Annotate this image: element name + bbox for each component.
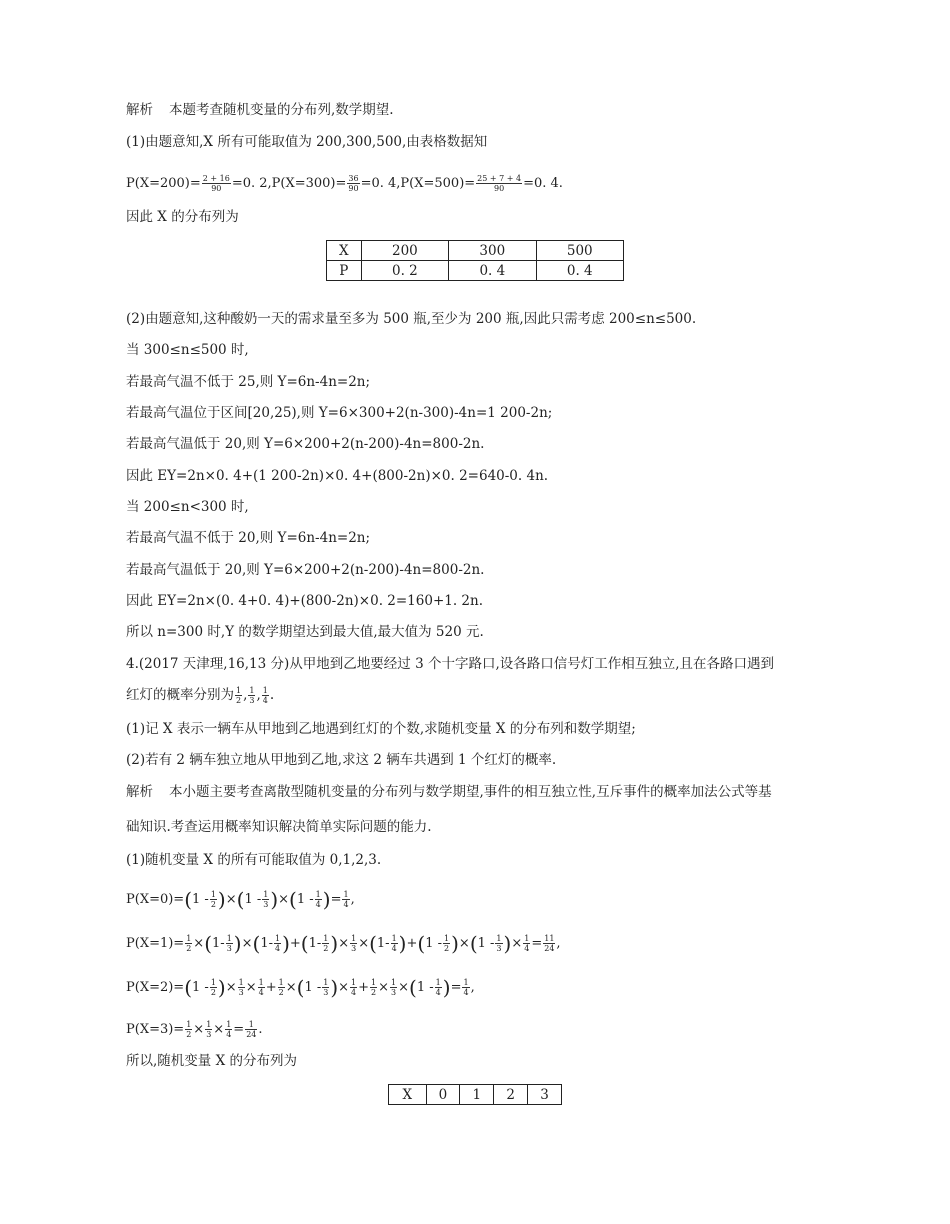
table-row bbox=[327, 261, 624, 281]
table-cell: P bbox=[327, 261, 362, 281]
probability-formula: P(X=200)= $\frac{2 + 16}{90}$ =0. 2,P(X=300)= $\frac{36}{90}$ =0. 4,P(X=500)= $\frac{25 + 7 + 4}{90}$ =0. 4. bbox=[126, 174, 563, 193]
table-cell: 0 bbox=[426, 1085, 460, 1105]
distribution-table-1 bbox=[326, 240, 624, 281]
table-cell: 0. 4 bbox=[536, 261, 623, 281]
paragraph: 若最高气温位于区间[20,25),则 Y=6×300+2(n-300)-4n=1 200-2n; bbox=[126, 405, 553, 421]
paragraph: 所以 n=300 时,Y 的数学期望达到最大值,最大值为 520 元. bbox=[126, 624, 484, 640]
formula-px3: P(X=3)= $\frac{1}{2}$ × $\frac{1}{3}$ × $\frac{1}{4}$ = $\frac{1}{24}$ . bbox=[126, 1020, 263, 1039]
table-cell: 0. 2 bbox=[361, 261, 448, 281]
table-cell: 300 bbox=[449, 241, 536, 261]
paragraph: 因此 EY=2n×(0. 4+0. 4)+(800-2n)×0. 2=160+1. 2n. bbox=[126, 593, 483, 609]
fraction: $\frac{36}{90}$ bbox=[348, 174, 359, 193]
paragraph: (1)随机变量 X 的所有可能取值为 0,1,2,3. bbox=[126, 852, 382, 868]
paragraph: (2)由题意知,这种酸奶一天的需求量至多为 500 瓶,至少为 200 瓶,因此只需考虑 200≤n≤500. bbox=[126, 311, 697, 327]
question-4: 4.(2017 天津理,16,13 分)从甲地到乙地要经过 3 个十字路口,设各路口信号灯工作相互独立,且在各路口遇到 bbox=[126, 656, 775, 672]
paragraph: 因此 X 的分布列为 bbox=[126, 209, 239, 225]
formula-px2: P(X=2)=(1 - $\frac{1}{2}$ )× $\frac{1}{3}$ × $\frac{1}{4}$ + $\frac{1}{2}$ ×(1 - $\frac{1}{3}$ )× $\frac{1}{4}$ + $\frac{1}{2}$ × $\frac{1}{3}$ ×(1 - $\frac{1}{4}$ )= $\frac{1}{4}$ , bbox=[126, 975, 475, 1000]
fraction: $\frac{25 + 7 + 4}{90}$ bbox=[477, 174, 522, 193]
paragraph: 若最高气温不低于 25,则 Y=6n-4n=2n; bbox=[126, 374, 371, 390]
paragraph: 若最高气温不低于 20,则 Y=6n-4n=2n; bbox=[126, 530, 371, 546]
analysis-label: 解析 bbox=[126, 102, 153, 118]
distribution-table-2 bbox=[388, 1084, 562, 1105]
table-cell: X bbox=[389, 1085, 427, 1105]
analysis-text: 本题考查随机变量的分布列,数学期望. bbox=[169, 102, 394, 118]
paragraph: 因此 EY=2n×0. 4+(1 200-2n)×0. 4+(800-2n)×0. 2=640-0. 4n. bbox=[126, 468, 549, 484]
table-row bbox=[327, 241, 624, 261]
fraction: $\frac{2 + 16}{90}$ bbox=[202, 174, 230, 193]
paragraph: 础知识.考查运用概率知识解决简单实际问题的能力. bbox=[126, 819, 432, 835]
table-cell: 1 bbox=[460, 1085, 494, 1105]
table-cell: 3 bbox=[528, 1085, 562, 1105]
table-cell: 0. 4 bbox=[449, 261, 536, 281]
analysis-heading-1 bbox=[126, 101, 394, 119]
question-part-2: (2)若有 2 辆车独立地从甲地到乙地,求这 2 辆车共遇到 1 个红灯的概率. bbox=[126, 752, 557, 768]
paragraph: 若最高气温低于 20,则 Y=6×200+2(n-200)-4n=800-2n. bbox=[126, 562, 485, 578]
formula-px0: P(X=0)=(1 - $\frac{1}{2}$ )×(1 - $\frac{1}{3}$ )×(1 - $\frac{1}{4}$ )= $\frac{1}{4}$ , bbox=[126, 887, 355, 912]
question-4-cont: 红灯的概率分别为 $\frac{1}{2}$ , $\frac{1}{3}$ , $\frac{1}{4}$ . bbox=[126, 686, 275, 705]
paragraph: (1)由题意知,X 所有可能取值为 200,300,500,由表格数据知 bbox=[126, 134, 488, 150]
paragraph: 所以,随机变量 X 的分布列为 bbox=[126, 1053, 297, 1069]
table-cell: 200 bbox=[361, 241, 448, 261]
formula-px1: P(X=1)= $\frac{1}{2}$ ×(1- $\frac{1}{3}$ )×(1- $\frac{1}{4}$ )+(1- $\frac{1}{2}$ )× $\frac{1}{3}$ ×(1- $\frac{1}{4}$ )+(1 - $\frac{1}{2}$ )×(1 - $\frac{1}{3}$ )× $\frac{1}{4}$ = $\frac{11}{24}$ , bbox=[126, 931, 561, 956]
paragraph: 当 200≤n<300 时, bbox=[126, 499, 249, 515]
paragraph: 若最高气温低于 20,则 Y=6×200+2(n-200)-4n=800-2n. bbox=[126, 436, 485, 452]
question-part-1: (1)记 X 表示一辆车从甲地到乙地遇到红灯的个数,求随机变量 X 的分布列和数学期望; bbox=[126, 721, 636, 737]
table-row bbox=[389, 1085, 562, 1105]
table-cell: 500 bbox=[536, 241, 623, 261]
table-cell: X bbox=[327, 241, 362, 261]
paragraph: 当 300≤n≤500 时, bbox=[126, 342, 249, 358]
table-cell: 2 bbox=[494, 1085, 528, 1105]
analysis-heading-2: 解析 本小题主要考查离散型随机变量的分布列与数学期望,事件的相互独立性,互斥事件的概率加法公式等基 bbox=[126, 784, 772, 800]
